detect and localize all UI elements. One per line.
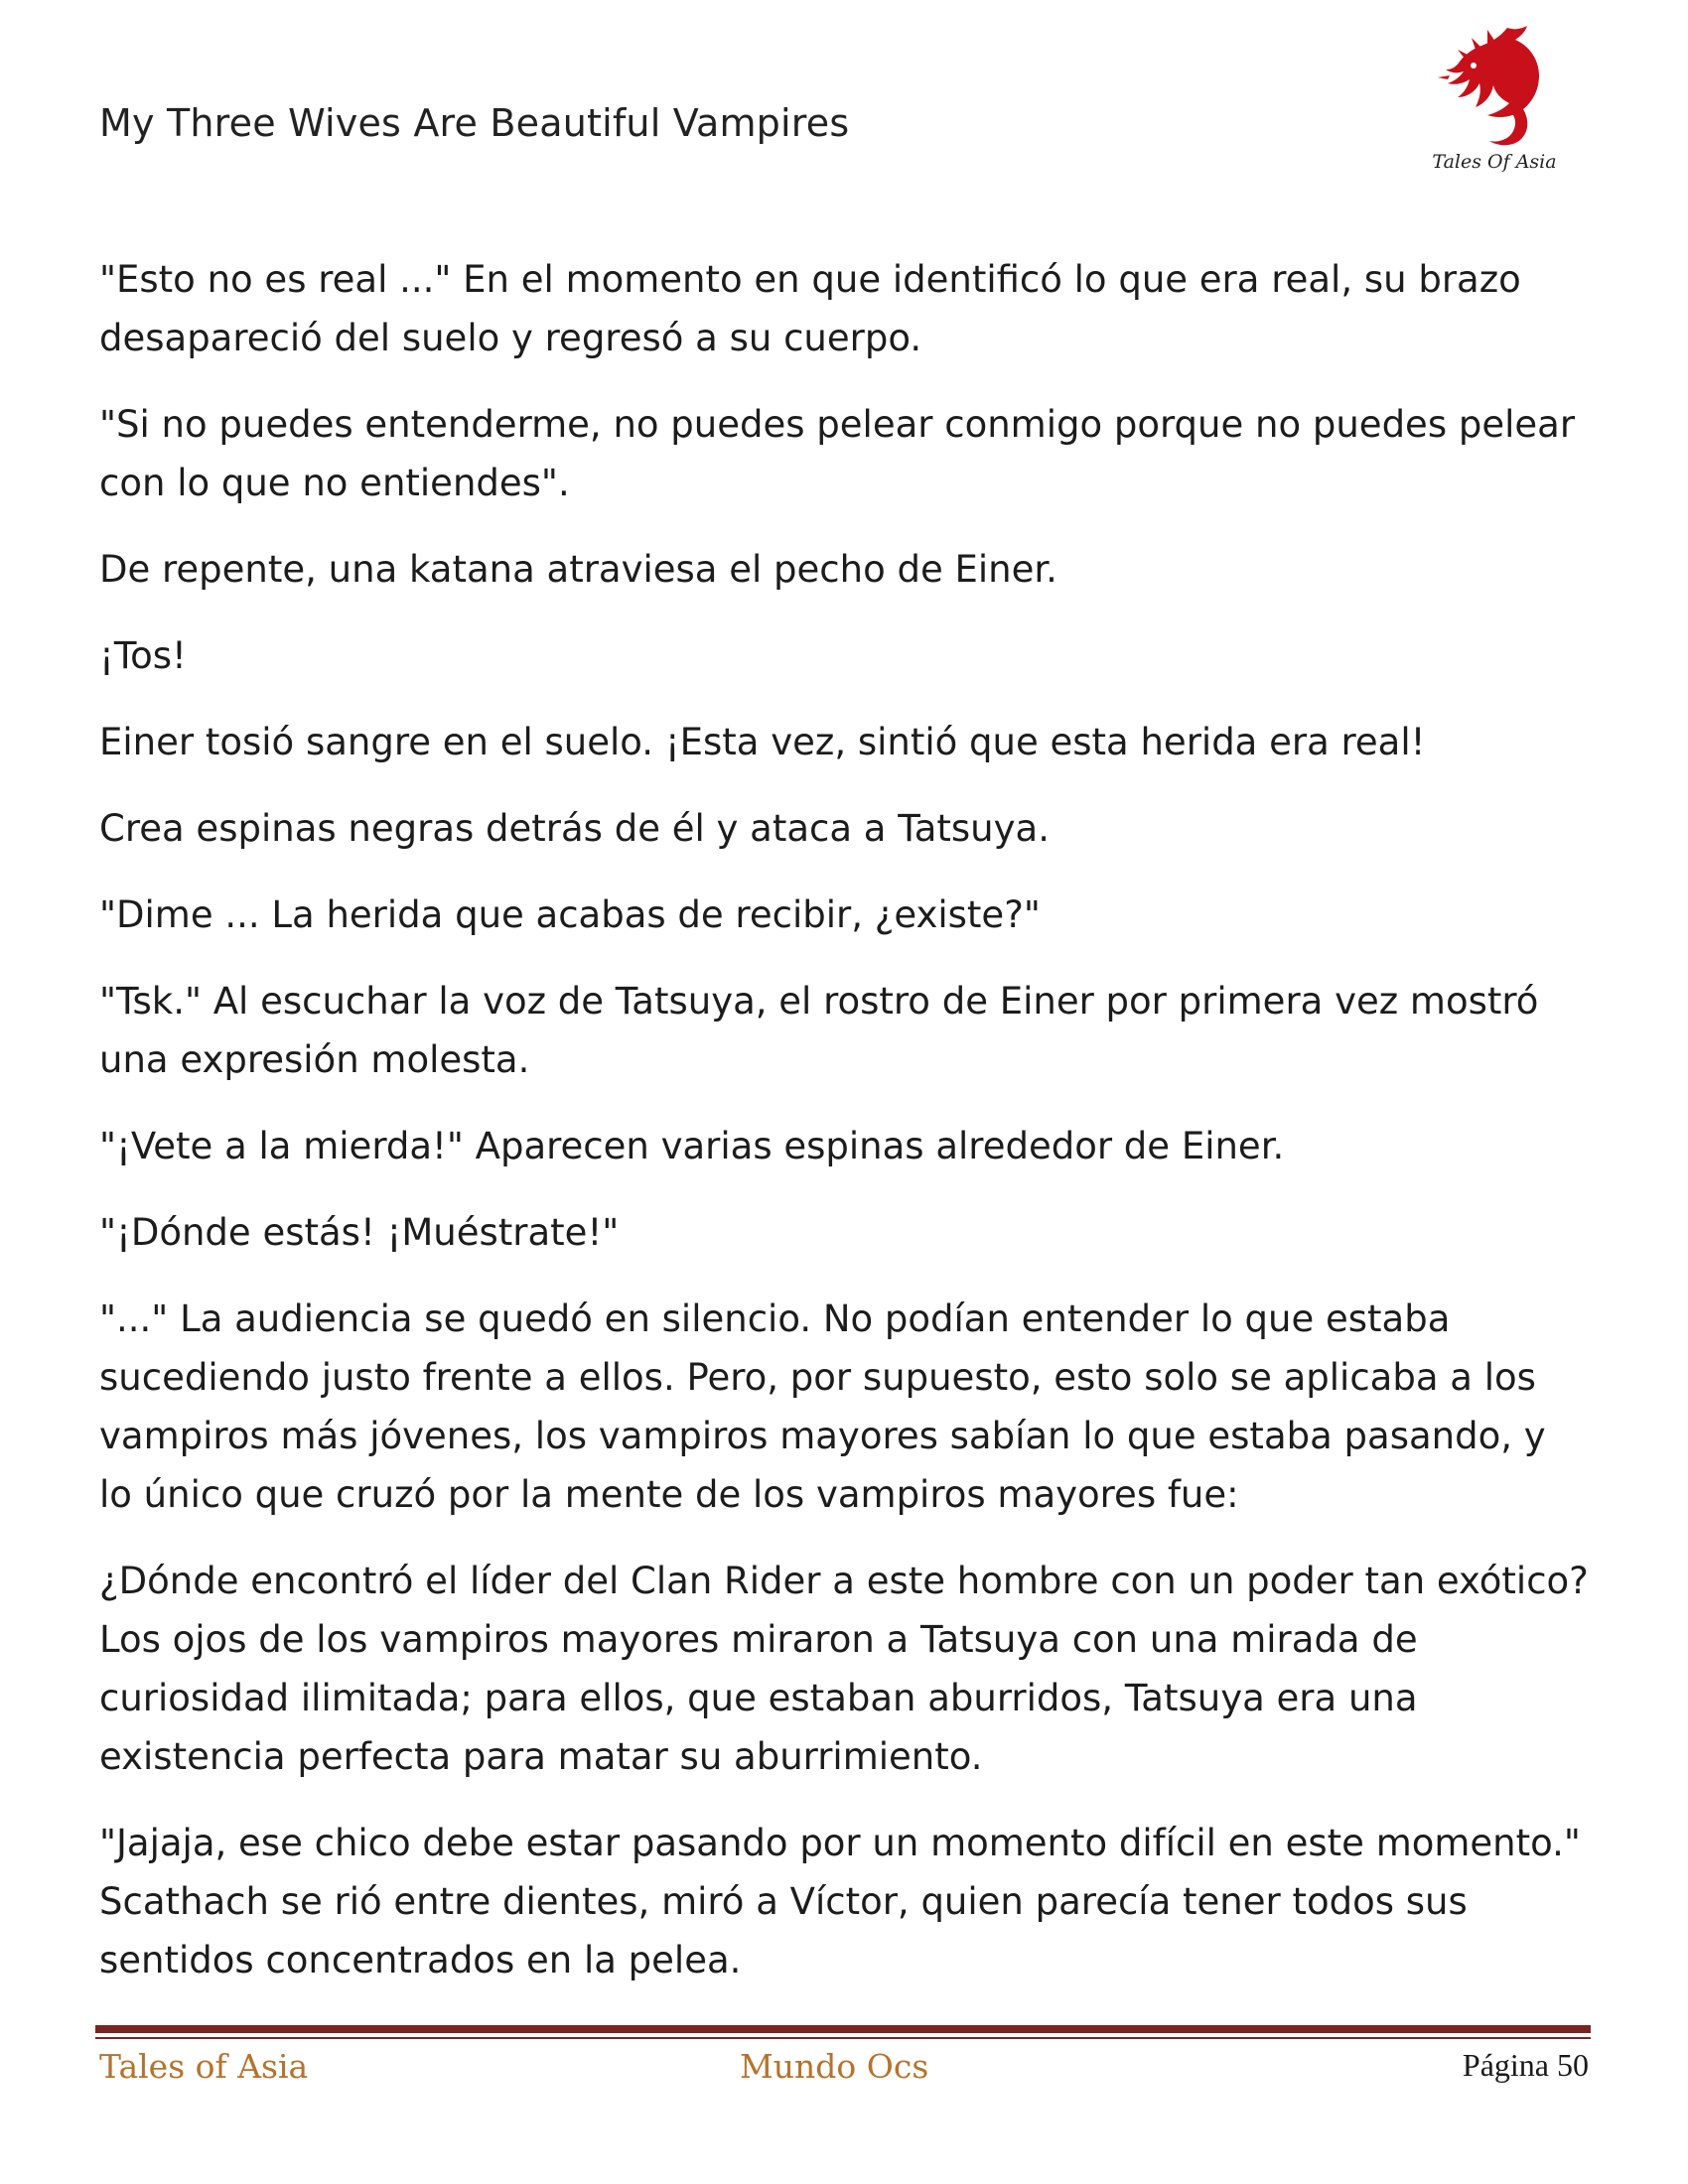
paragraph: "..." La audiencia se quedó en silencio. No podían entender lo que estaba sucediendo justo frente a ellos. Pero, por supuesto, esto solo se aplicaba a los vampiros más jóvenes, los vampiros mayores sabían lo que estaba pasando, y lo único que cruzó por la mente de los vampiros mayores fue: [99, 1297, 1546, 1516]
footer-divider [95, 2025, 1591, 2033]
paragraph: "Esto no es real ..." En el momento en que identificó lo que era real, su brazo desapareció del suelo y regresó a su cuerpo. [99, 258, 1521, 359]
paragraph: "Si no puedes entenderme, no puedes pelear conmigo porque no puedes pelear con lo que no entiendes". [99, 403, 1576, 504]
paragraph: "¡Vete a la mierda!" Aparecen varias espinas alrededor de Einer. [99, 1125, 1285, 1167]
body-text [99, 250, 1589, 2017]
tales-of-asia-logo [1430, 20, 1559, 179]
paragraph: "Jajaja, ese chico debe estar pasando por un momento difícil en este momento." Scathach se rió entre dientes, miró a Víctor, quien parecía tener todos sus sentidos concentrados en la pelea. [99, 1822, 1581, 1981]
page-number: Página 50 [1462, 2047, 1589, 2083]
book-title: My Three Wives Are Beautiful Vampires [99, 101, 850, 145]
footer-divider-thin [95, 2037, 1591, 2039]
paragraph: ¡Tos! [99, 634, 187, 677]
paragraph: "Dime ... La herida que acabas de recibir, ¿existe?" [99, 893, 1041, 936]
paragraph: "¡Dónde estás! ¡Muéstrate!" [99, 1211, 620, 1254]
paragraph: "Tsk." Al escuchar la voz de Tatsuya, el rostro de Einer por primera vez mostró una expresión molesta. [99, 980, 1539, 1081]
paragraph: De repente, una katana atraviesa el pecho de Einer. [99, 548, 1057, 591]
paragraph: Einer tosió sangre en el suelo. ¡Esta vez, sintió que esta herida era real! [99, 721, 1426, 763]
footer-publisher: Tales of Asia [99, 2047, 309, 2086]
paragraph: Crea espinas negras detrás de él y ataca a Tatsuya. [99, 807, 1050, 850]
logo-text: Tales Of Asia [1432, 151, 1557, 173]
footer-translator: Mundo Ocs [740, 2047, 929, 2086]
paragraph: ¿Dónde encontró el líder del Clan Rider a este hombre con un poder tan exótico? Los ojos de los vampiros mayores miraron a Tatsuya con una mirada de curiosidad ilimitada; para ellos, que estaban aburridos, Tatsuya era una existencia perfecta para matar su aburrimiento. [99, 1560, 1589, 1778]
